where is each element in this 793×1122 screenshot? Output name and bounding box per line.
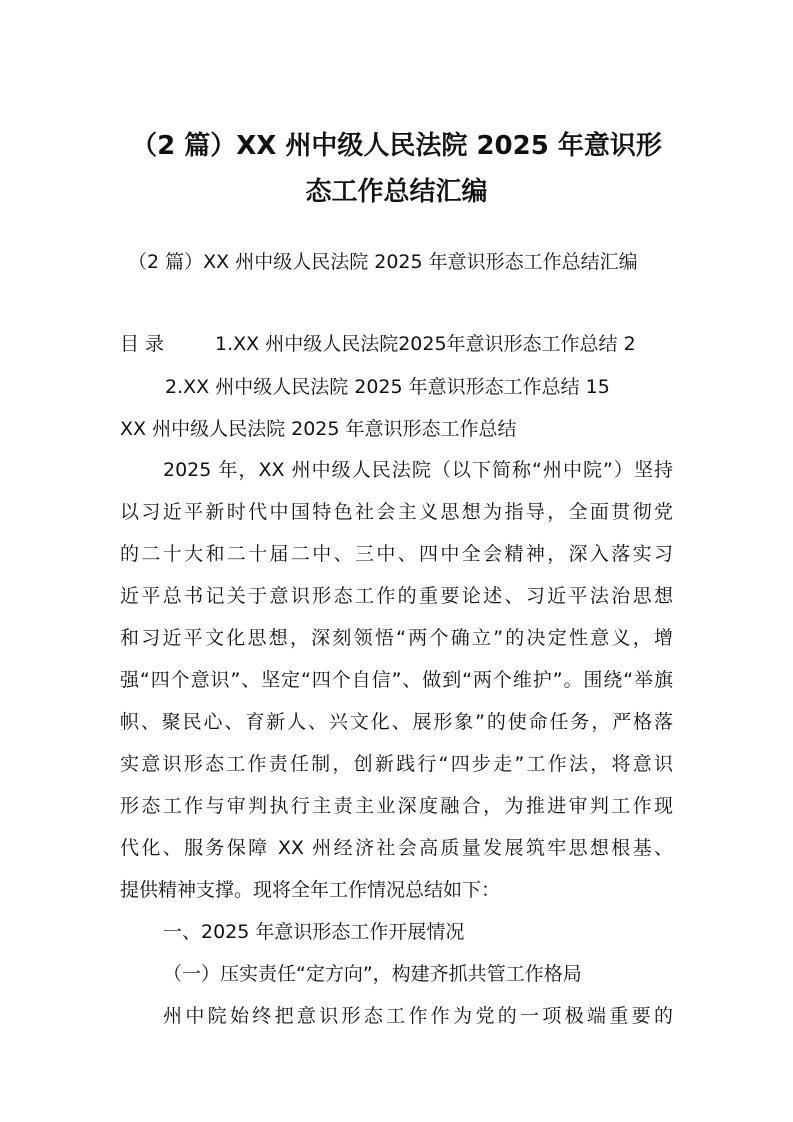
body-line: 近平总书记关于意识形态工作的重要论述、习近平法治思想 [120, 585, 673, 607]
toc-item-1[interactable]: 1.XX 州中级人民法院2025年意识形态工作总结 2 [215, 333, 636, 355]
body-line: 提供精神支撑。现将全年工作情况总结如下： [120, 879, 501, 901]
body-line: 代化、服务保障 XX 州经济社会高质量发展筑牢思想根基、 [120, 837, 673, 859]
body-line: 实意识形态工作责任制，创新践行“四步走”工作法，将意识 [120, 753, 673, 775]
document-heading: XX 州中级人民法院 2025 年意识形态工作总结 [120, 418, 517, 440]
document-title-line-1: （2 篇）XX 州中级人民法院 2025 年意识形 [131, 131, 662, 161]
body-line: 和习近平文化思想，深刻领悟“两个确立”的决定性意义，增 [120, 627, 673, 649]
body-line: 形态工作与审判执行主责主业深度融合，为推进审判工作现 [120, 795, 673, 817]
toc-label: 目 录 [120, 333, 165, 355]
body-line: 以习近平新时代中国特色社会主义思想为指导，全面贯彻党 [120, 501, 673, 523]
body-line: 强“四个意识”、坚定“四个自信”、做到“两个维护”。围绕“举旗 [120, 669, 673, 691]
body-line: 州中院始终把意识形态工作作为党的一项极端重要的 [163, 1005, 673, 1027]
subtitle: （2 篇）XX 州中级人民法院 2025 年意识形态工作总结汇编 [128, 251, 638, 273]
document-title-line-2: 态工作总结汇编 [305, 177, 488, 207]
toc-item-2[interactable]: 2.XX 州中级人民法院 2025 年意识形态工作总结 15 [165, 376, 610, 398]
body-line: 的二十大和二十届二中、三中、四中全会精神，深入落实习 [120, 543, 673, 565]
body-line: 帜、聚民心、育新人、兴文化、展形象”的使命任务，严格落 [120, 711, 673, 733]
section-heading: 一、2025 年意识形态工作开展情况 [163, 921, 465, 943]
body-line: 2025 年，XX 州中级人民法院（以下简称“州中院”）坚持 [163, 459, 673, 481]
subsection-heading: （一）压实责任“定方向”，构建齐抓共管工作格局 [163, 963, 582, 985]
